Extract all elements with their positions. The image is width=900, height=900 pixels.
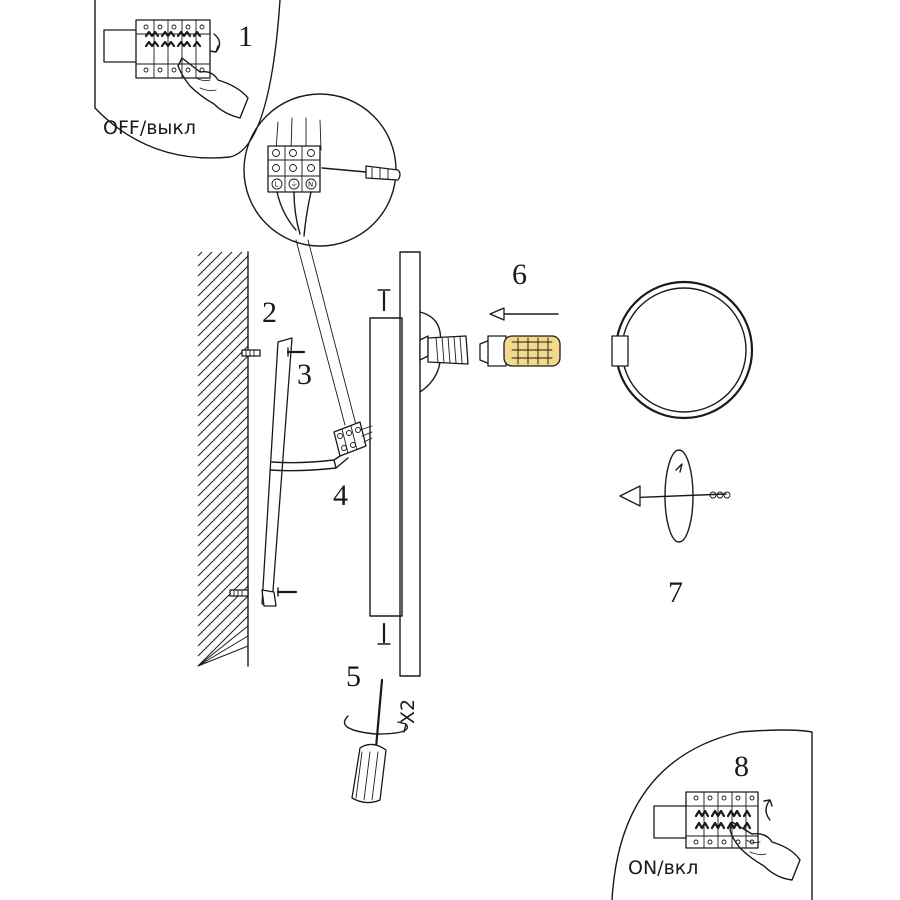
terminal-block-detail [244,94,400,425]
wall-hatch-line [198,536,248,586]
wall-hatch-line [198,366,248,416]
wall-hatch-line [198,286,248,336]
breaker-panel-off [104,20,210,78]
wall-hatch-line [198,296,248,346]
wall-hatch-line [198,336,248,386]
ring-shade [612,282,752,418]
wall-hatch-line [198,436,248,486]
earth-terminal-label: ⏚ [290,180,298,189]
g9-led-bulb-icon [480,336,560,366]
screw-bottom-icon [278,588,296,596]
wall-hatch-line [198,386,248,436]
wall-hatch-line [198,252,242,296]
fixing-screw-bottom-icon [378,624,390,644]
wall-hatch-line [198,406,248,456]
wall-hatch-line [198,446,248,496]
step-5-multiplier: X2 [397,698,419,724]
insert-direction-arrow-icon [490,308,558,320]
step-8-caption: ON/вкл [628,857,699,879]
wall-hatch-line [198,516,248,566]
screwdriver-small-icon [322,166,400,180]
wall-hatch-line [198,456,248,506]
wall-hatch-line [198,506,248,556]
wall-hatch-line [198,376,248,426]
wall-hatch-line [198,252,202,256]
wall-hatch-line [198,556,248,606]
step-5-number: 5 [346,660,361,693]
wall-hatch-line [198,526,248,576]
wall-hatch-line [198,326,248,376]
wall-hatch-line [198,426,248,476]
fixing-screw-top-icon [378,290,390,310]
wall-section [198,252,248,666]
neutral-terminal-label: N [308,180,314,189]
step-3-number: 3 [297,358,312,391]
wall-hatch-line [198,496,248,546]
step-6-number: 6 [512,258,527,291]
wall-hatch-line [198,346,248,396]
terminal-block [268,146,320,192]
wall-hatch-line [198,252,222,276]
rotate-up-arrow-icon [764,800,772,820]
breaker-panel-on [654,792,758,848]
detail-leader-line-b [308,240,356,425]
wall-hatch-line [198,356,248,406]
live-terminal-label: L [274,180,279,189]
wall-hatch-line [198,266,248,316]
wall-hatch-line [198,252,232,286]
rotate-down-arrow-icon [210,34,220,52]
wall-hatch-line [198,306,248,356]
wall-hatch-line [198,576,248,626]
rotation-symbol-icon [620,450,730,542]
g9-socket [428,336,468,364]
wire-connector [334,422,372,456]
wall-hatch-line [198,316,248,366]
wall-plug-bottom-icon [230,590,248,596]
step-8-power-on-panel [612,730,812,900]
step-7-number: 7 [668,576,683,609]
step-1-number: 1 [238,20,253,53]
detail-leader-line-a [296,240,345,425]
wall-hatch-line [198,396,248,446]
step-8-number: 8 [734,750,749,783]
wall-hatch-line [198,486,248,536]
wall-hatch-line [198,476,248,526]
lamp-body-side-view [370,252,441,676]
step-2-number: 2 [262,296,277,329]
wall-hatch-line [198,466,248,516]
step-1-caption: OFF/выкл [103,117,197,139]
step-4-number: 4 [333,479,348,512]
wall-hatch-line [198,416,248,466]
screwdriver-icon [352,680,386,803]
wall-hatch-line [198,276,248,326]
wall-hatch-line [198,546,248,596]
supply-wires [277,192,311,236]
wall-hatch-line [198,256,248,306]
wall-hatch-line [198,626,248,666]
wall-plug-top-icon [242,350,260,356]
wall-hatch-line [198,596,248,646]
